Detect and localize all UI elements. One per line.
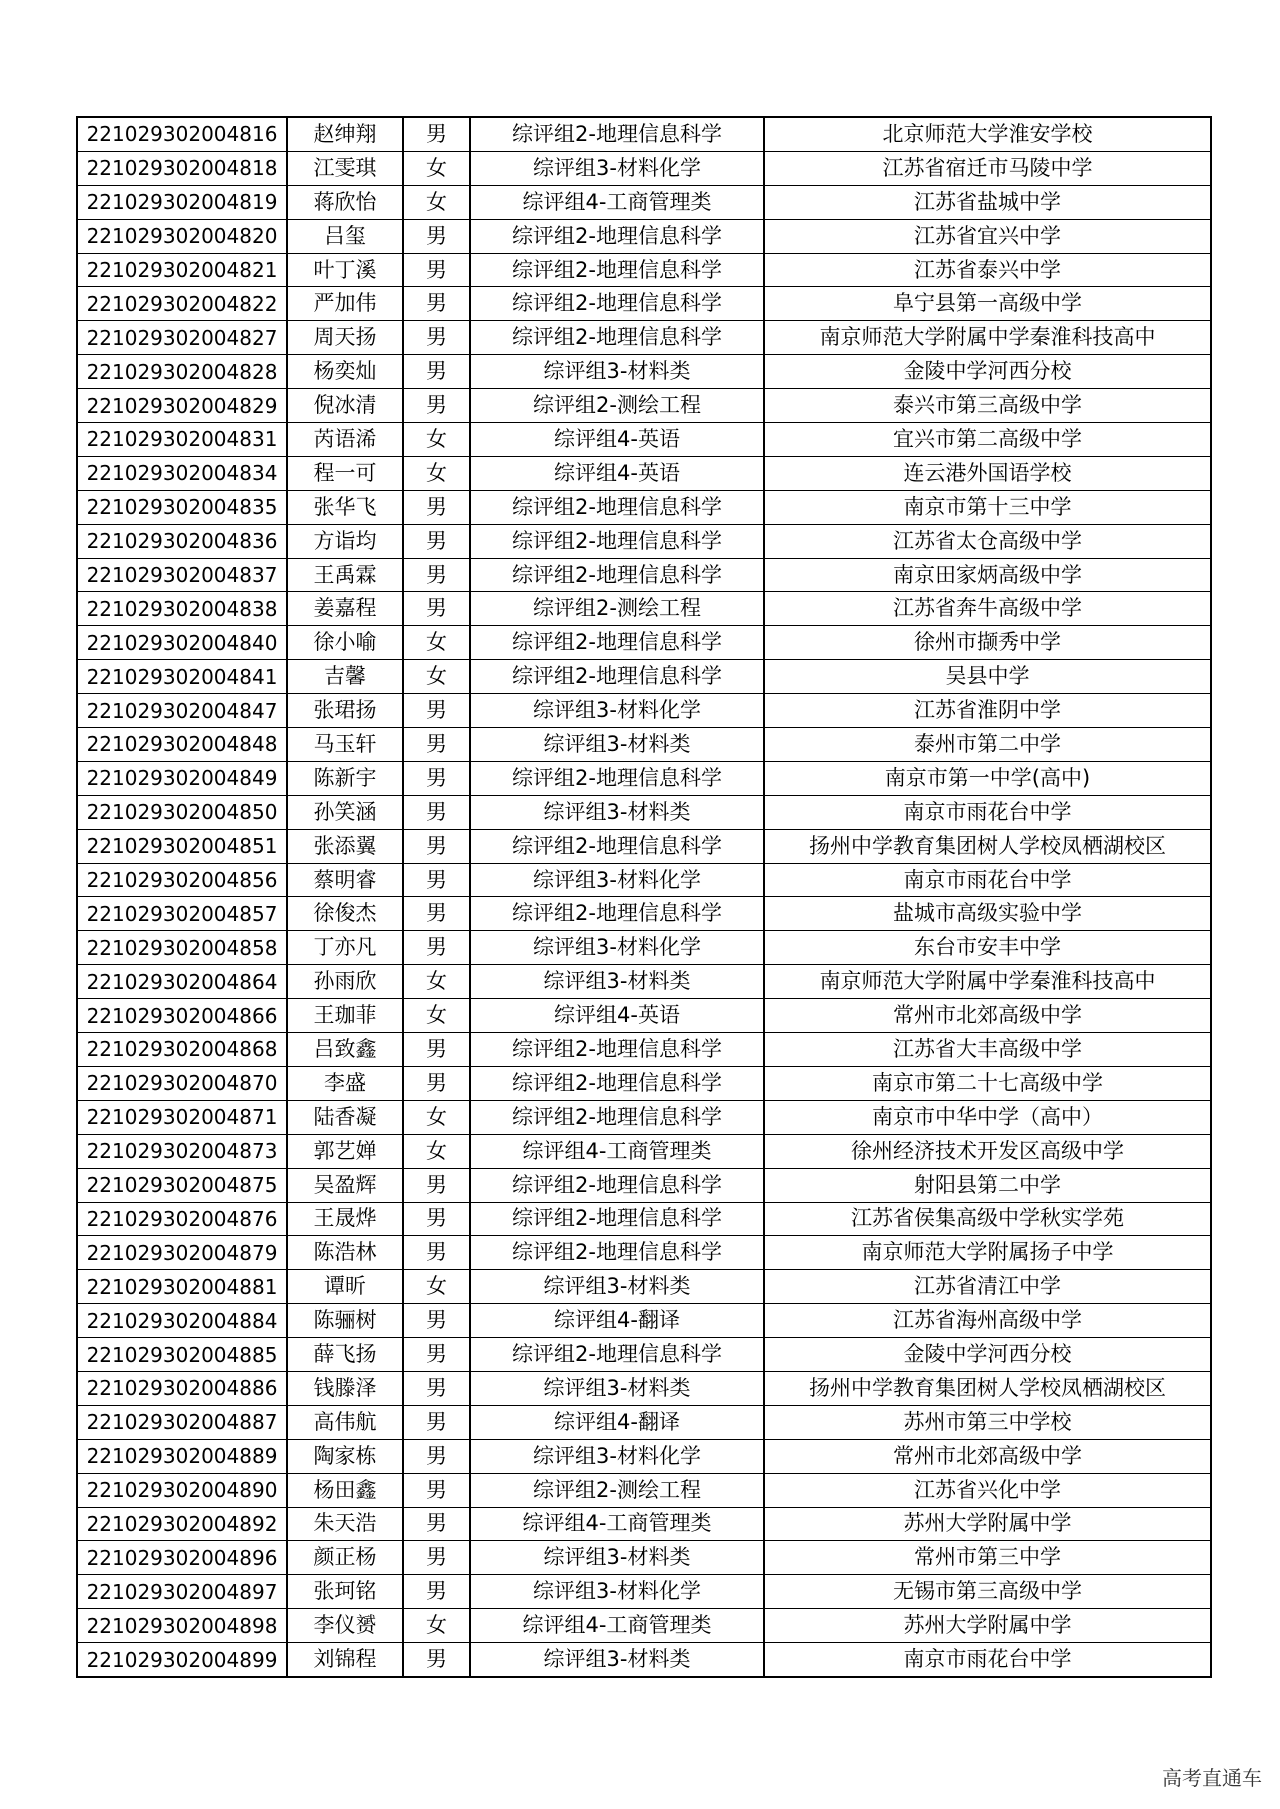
student-name-cell: 颜正杨 — [287, 1541, 403, 1575]
student-id-cell: 221029302004881 — [77, 1270, 287, 1304]
student-id-cell: 221029302004871 — [77, 1100, 287, 1134]
group-cell: 综评组4-英语 — [470, 999, 764, 1033]
table-row — [77, 1066, 1211, 1100]
student-name-cell: 马玉轩 — [287, 728, 403, 762]
student-name-cell: 陈浩林 — [287, 1236, 403, 1270]
school-cell: 江苏省盐城中学 — [764, 185, 1211, 219]
school-cell: 南京市第一中学(高中) — [764, 761, 1211, 795]
table-row — [77, 287, 1211, 321]
student-id-cell: 221029302004889 — [77, 1439, 287, 1473]
student-name-cell: 吕玺 — [287, 219, 403, 253]
gender-cell: 男 — [403, 1304, 470, 1338]
student-id-cell: 221029302004828 — [77, 355, 287, 389]
table-row — [77, 117, 1211, 151]
group-cell: 综评组2-地理信息科学 — [470, 1066, 764, 1100]
group-cell: 综评组2-地理信息科学 — [470, 660, 764, 694]
school-cell: 江苏省侯集高级中学秋实学苑 — [764, 1202, 1211, 1236]
school-cell: 徐州经济技术开发区高级中学 — [764, 1134, 1211, 1168]
student-name-cell: 江雯琪 — [287, 151, 403, 185]
table-row — [77, 490, 1211, 524]
group-cell: 综评组3-材料类 — [470, 1643, 764, 1677]
student-id-cell: 221029302004822 — [77, 287, 287, 321]
group-cell: 综评组2-地理信息科学 — [470, 897, 764, 931]
student-id-cell: 221029302004838 — [77, 592, 287, 626]
student-id-cell: 221029302004827 — [77, 321, 287, 355]
student-id-cell: 221029302004848 — [77, 728, 287, 762]
school-cell: 南京市第十三中学 — [764, 490, 1211, 524]
student-id-cell: 221029302004864 — [77, 965, 287, 999]
group-cell: 综评组2-地理信息科学 — [470, 1236, 764, 1270]
group-cell: 综评组2-地理信息科学 — [470, 219, 764, 253]
student-name-cell: 王晟烨 — [287, 1202, 403, 1236]
school-cell: 吴县中学 — [764, 660, 1211, 694]
group-cell: 综评组3-材料类 — [470, 355, 764, 389]
school-cell: 南京市中华中学（高中） — [764, 1100, 1211, 1134]
gender-cell: 男 — [403, 863, 470, 897]
gender-cell: 男 — [403, 1575, 470, 1609]
group-cell: 综评组2-地理信息科学 — [470, 1202, 764, 1236]
group-cell: 综评组2-地理信息科学 — [470, 761, 764, 795]
student-name-cell: 徐俊杰 — [287, 897, 403, 931]
table-row — [77, 1134, 1211, 1168]
school-cell: 南京田家炳高级中学 — [764, 558, 1211, 592]
school-cell: 苏州大学附属中学 — [764, 1609, 1211, 1643]
table-row — [77, 524, 1211, 558]
student-name-cell: 吴盈辉 — [287, 1168, 403, 1202]
school-cell: 扬州中学教育集团树人学校凤栖湖校区 — [764, 1371, 1211, 1405]
student-id-cell: 221029302004866 — [77, 999, 287, 1033]
school-cell: 盐城市高级实验中学 — [764, 897, 1211, 931]
school-cell: 常州市北郊高级中学 — [764, 1439, 1211, 1473]
student-name-cell: 陈骊树 — [287, 1304, 403, 1338]
student-id-cell: 221029302004820 — [77, 219, 287, 253]
gender-cell: 女 — [403, 456, 470, 490]
gender-cell: 男 — [403, 1236, 470, 1270]
table-row — [77, 1168, 1211, 1202]
gender-cell: 男 — [403, 761, 470, 795]
group-cell: 综评组3-材料化学 — [470, 151, 764, 185]
group-cell: 综评组4-工商管理类 — [470, 185, 764, 219]
group-cell: 综评组2-地理信息科学 — [470, 829, 764, 863]
student-name-cell: 李盛 — [287, 1066, 403, 1100]
table-row — [77, 1236, 1211, 1270]
gender-cell: 女 — [403, 151, 470, 185]
student-id-cell: 221029302004897 — [77, 1575, 287, 1609]
gender-cell: 男 — [403, 931, 470, 965]
school-cell: 金陵中学河西分校 — [764, 355, 1211, 389]
group-cell: 综评组2-测绘工程 — [470, 389, 764, 423]
gender-cell: 女 — [403, 185, 470, 219]
student-id-cell: 221029302004849 — [77, 761, 287, 795]
school-cell: 射阳县第二中学 — [764, 1168, 1211, 1202]
group-cell: 综评组2-测绘工程 — [470, 592, 764, 626]
gender-cell: 男 — [403, 389, 470, 423]
table-row — [77, 1643, 1211, 1677]
school-cell: 江苏省淮阴中学 — [764, 694, 1211, 728]
school-cell: 南京市雨花台中学 — [764, 863, 1211, 897]
student-name-cell: 孙笑涵 — [287, 795, 403, 829]
student-id-cell: 221029302004892 — [77, 1507, 287, 1541]
student-name-cell: 周天扬 — [287, 321, 403, 355]
school-cell: 苏州大学附属中学 — [764, 1507, 1211, 1541]
student-name-cell: 王珈菲 — [287, 999, 403, 1033]
student-id-cell: 221029302004884 — [77, 1304, 287, 1338]
gender-cell: 男 — [403, 1168, 470, 1202]
table-row — [77, 1507, 1211, 1541]
student-id-cell: 221029302004887 — [77, 1405, 287, 1439]
gender-cell: 男 — [403, 253, 470, 287]
table-row — [77, 1100, 1211, 1134]
student-name-cell: 张添翼 — [287, 829, 403, 863]
school-cell: 江苏省兴化中学 — [764, 1473, 1211, 1507]
student-id-cell: 221029302004899 — [77, 1643, 287, 1677]
gender-cell: 男 — [403, 1033, 470, 1067]
table-row — [77, 355, 1211, 389]
gender-cell: 男 — [403, 558, 470, 592]
group-cell: 综评组3-材料类 — [470, 1371, 764, 1405]
group-cell: 综评组2-地理信息科学 — [470, 253, 764, 287]
table-row — [77, 999, 1211, 1033]
group-cell: 综评组4-工商管理类 — [470, 1507, 764, 1541]
school-cell: 江苏省太仓高级中学 — [764, 524, 1211, 558]
student-name-cell: 杨田鑫 — [287, 1473, 403, 1507]
student-id-cell: 221029302004816 — [77, 117, 287, 151]
student-id-cell: 221029302004831 — [77, 423, 287, 457]
gender-cell: 男 — [403, 694, 470, 728]
school-cell: 北京师范大学淮安学校 — [764, 117, 1211, 151]
gender-cell: 男 — [403, 219, 470, 253]
student-id-cell: 221029302004819 — [77, 185, 287, 219]
student-name-cell: 张珺扬 — [287, 694, 403, 728]
gender-cell: 男 — [403, 1338, 470, 1372]
table-row — [77, 185, 1211, 219]
student-id-cell: 221029302004858 — [77, 931, 287, 965]
table-row — [77, 1202, 1211, 1236]
table-row — [77, 761, 1211, 795]
school-cell: 常州市第三中学 — [764, 1541, 1211, 1575]
school-cell: 江苏省清江中学 — [764, 1270, 1211, 1304]
group-cell: 综评组2-地理信息科学 — [470, 321, 764, 355]
school-cell: 南京师范大学附属中学秦淮科技高中 — [764, 965, 1211, 999]
school-cell: 江苏省宜兴中学 — [764, 219, 1211, 253]
student-name-cell: 孙雨欣 — [287, 965, 403, 999]
student-name-cell: 刘锦程 — [287, 1643, 403, 1677]
group-cell: 综评组3-材料化学 — [470, 1575, 764, 1609]
table-row — [77, 1338, 1211, 1372]
student-id-cell: 221029302004885 — [77, 1338, 287, 1372]
gender-cell: 男 — [403, 1643, 470, 1677]
school-cell: 阜宁县第一高级中学 — [764, 287, 1211, 321]
group-cell: 综评组3-材料类 — [470, 965, 764, 999]
group-cell: 综评组2-地理信息科学 — [470, 1033, 764, 1067]
group-cell: 综评组2-地理信息科学 — [470, 490, 764, 524]
table-row — [77, 1575, 1211, 1609]
table-row — [77, 558, 1211, 592]
school-cell: 江苏省海州高级中学 — [764, 1304, 1211, 1338]
table-row — [77, 253, 1211, 287]
student-id-cell: 221029302004847 — [77, 694, 287, 728]
table-row — [77, 456, 1211, 490]
table-row — [77, 151, 1211, 185]
table-row — [77, 1270, 1211, 1304]
student-id-cell: 221029302004840 — [77, 626, 287, 660]
gender-cell: 男 — [403, 321, 470, 355]
table-row — [77, 660, 1211, 694]
school-cell: 江苏省宿迁市马陵中学 — [764, 151, 1211, 185]
school-cell: 徐州市撷秀中学 — [764, 626, 1211, 660]
student-name-cell: 蒋欣怡 — [287, 185, 403, 219]
student-name-cell: 高伟航 — [287, 1405, 403, 1439]
table-row — [77, 389, 1211, 423]
table-row — [77, 423, 1211, 457]
gender-cell: 男 — [403, 1371, 470, 1405]
student-name-cell: 张华飞 — [287, 490, 403, 524]
student-id-cell: 221029302004856 — [77, 863, 287, 897]
table-row — [77, 626, 1211, 660]
gender-cell: 男 — [403, 117, 470, 151]
gender-cell: 女 — [403, 999, 470, 1033]
student-id-cell: 221029302004835 — [77, 490, 287, 524]
table-row — [77, 965, 1211, 999]
student-id-cell: 221029302004821 — [77, 253, 287, 287]
group-cell: 综评组4-翻译 — [470, 1304, 764, 1338]
gender-cell: 男 — [403, 1202, 470, 1236]
table-row — [77, 1609, 1211, 1643]
gender-cell: 男 — [403, 1405, 470, 1439]
table-row — [77, 1371, 1211, 1405]
student-id-cell: 221029302004868 — [77, 1033, 287, 1067]
student-id-cell: 221029302004857 — [77, 897, 287, 931]
school-cell: 连云港外国语学校 — [764, 456, 1211, 490]
student-id-cell: 221029302004834 — [77, 456, 287, 490]
gender-cell: 男 — [403, 1507, 470, 1541]
student-name-cell: 芮语浠 — [287, 423, 403, 457]
student-name-cell: 吕致鑫 — [287, 1033, 403, 1067]
school-cell: 南京市雨花台中学 — [764, 795, 1211, 829]
student-name-cell: 倪冰清 — [287, 389, 403, 423]
table-row — [77, 1033, 1211, 1067]
table-row — [77, 863, 1211, 897]
group-cell: 综评组3-材料化学 — [470, 863, 764, 897]
student-name-cell: 严加伟 — [287, 287, 403, 321]
school-cell: 宜兴市第二高级中学 — [764, 423, 1211, 457]
gender-cell: 男 — [403, 592, 470, 626]
school-cell: 无锡市第三高级中学 — [764, 1575, 1211, 1609]
school-cell: 东台市安丰中学 — [764, 931, 1211, 965]
gender-cell: 男 — [403, 897, 470, 931]
gender-cell: 女 — [403, 1609, 470, 1643]
gender-cell: 男 — [403, 1541, 470, 1575]
student-name-cell: 陈新宇 — [287, 761, 403, 795]
student-id-cell: 221029302004841 — [77, 660, 287, 694]
table-row — [77, 728, 1211, 762]
school-cell: 江苏省泰兴中学 — [764, 253, 1211, 287]
gender-cell: 女 — [403, 660, 470, 694]
group-cell: 综评组4-翻译 — [470, 1405, 764, 1439]
table-row — [77, 795, 1211, 829]
gender-cell: 男 — [403, 490, 470, 524]
group-cell: 综评组2-地理信息科学 — [470, 1338, 764, 1372]
gender-cell: 男 — [403, 1473, 470, 1507]
roster-body — [77, 117, 1211, 1677]
table-row — [77, 897, 1211, 931]
group-cell: 综评组3-材料类 — [470, 1541, 764, 1575]
student-name-cell: 徐小喻 — [287, 626, 403, 660]
group-cell: 综评组4-工商管理类 — [470, 1609, 764, 1643]
student-name-cell: 杨奕灿 — [287, 355, 403, 389]
student-name-cell: 蔡明睿 — [287, 863, 403, 897]
school-cell: 江苏省大丰高级中学 — [764, 1033, 1211, 1067]
school-cell: 南京师范大学附属扬子中学 — [764, 1236, 1211, 1270]
group-cell: 综评组3-材料化学 — [470, 931, 764, 965]
student-id-cell: 221029302004818 — [77, 151, 287, 185]
student-id-cell: 221029302004886 — [77, 1371, 287, 1405]
gender-cell: 男 — [403, 829, 470, 863]
gender-cell: 女 — [403, 1134, 470, 1168]
group-cell: 综评组2-地理信息科学 — [470, 1168, 764, 1202]
group-cell: 综评组3-材料类 — [470, 728, 764, 762]
table-row — [77, 592, 1211, 626]
gender-cell: 男 — [403, 795, 470, 829]
student-name-cell: 姜嘉程 — [287, 592, 403, 626]
student-id-cell: 221029302004898 — [77, 1609, 287, 1643]
group-cell: 综评组4-英语 — [470, 423, 764, 457]
group-cell: 综评组3-材料化学 — [470, 694, 764, 728]
student-id-cell: 221029302004875 — [77, 1168, 287, 1202]
school-cell: 常州市北郊高级中学 — [764, 999, 1211, 1033]
group-cell: 综评组2-地理信息科学 — [470, 117, 764, 151]
school-cell: 南京市第二十七高级中学 — [764, 1066, 1211, 1100]
school-cell: 扬州中学教育集团树人学校凤栖湖校区 — [764, 829, 1211, 863]
watermark-text: 高考直通车 — [1162, 1766, 1262, 1790]
student-name-cell: 王禹霖 — [287, 558, 403, 592]
table-row — [77, 931, 1211, 965]
student-name-cell: 陶家栋 — [287, 1439, 403, 1473]
table-row — [77, 829, 1211, 863]
student-name-cell: 程一可 — [287, 456, 403, 490]
student-id-cell: 221029302004890 — [77, 1473, 287, 1507]
student-name-cell: 吉馨 — [287, 660, 403, 694]
roster-table — [76, 116, 1212, 1678]
student-name-cell: 张珂铭 — [287, 1575, 403, 1609]
gender-cell: 男 — [403, 1066, 470, 1100]
group-cell: 综评组3-材料类 — [470, 1270, 764, 1304]
student-id-cell: 221029302004836 — [77, 524, 287, 558]
gender-cell: 女 — [403, 1270, 470, 1304]
table-row — [77, 1541, 1211, 1575]
student-id-cell: 221029302004876 — [77, 1202, 287, 1236]
student-id-cell: 221029302004851 — [77, 829, 287, 863]
school-cell: 泰州市第二中学 — [764, 728, 1211, 762]
table-row — [77, 321, 1211, 355]
group-cell: 综评组2-地理信息科学 — [470, 626, 764, 660]
student-name-cell: 方诣均 — [287, 524, 403, 558]
school-cell: 苏州市第三中学校 — [764, 1405, 1211, 1439]
gender-cell: 男 — [403, 728, 470, 762]
gender-cell: 女 — [403, 423, 470, 457]
student-id-cell: 221029302004870 — [77, 1066, 287, 1100]
student-id-cell: 221029302004879 — [77, 1236, 287, 1270]
group-cell: 综评组2-地理信息科学 — [470, 287, 764, 321]
group-cell: 综评组4-英语 — [470, 456, 764, 490]
student-id-cell: 221029302004873 — [77, 1134, 287, 1168]
student-name-cell: 薛飞扬 — [287, 1338, 403, 1372]
student-id-cell: 221029302004829 — [77, 389, 287, 423]
school-cell: 南京市雨花台中学 — [764, 1643, 1211, 1677]
student-name-cell: 郭艺婵 — [287, 1134, 403, 1168]
group-cell: 综评组2-测绘工程 — [470, 1473, 764, 1507]
table-row — [77, 1304, 1211, 1338]
table-row — [77, 1405, 1211, 1439]
group-cell: 综评组3-材料化学 — [470, 1439, 764, 1473]
student-name-cell: 叶丁溪 — [287, 253, 403, 287]
gender-cell: 女 — [403, 1100, 470, 1134]
gender-cell: 男 — [403, 287, 470, 321]
gender-cell: 男 — [403, 1439, 470, 1473]
group-cell: 综评组3-材料类 — [470, 795, 764, 829]
group-cell: 综评组2-地理信息科学 — [470, 524, 764, 558]
school-cell: 泰兴市第三高级中学 — [764, 389, 1211, 423]
gender-cell: 男 — [403, 524, 470, 558]
student-name-cell: 陆香凝 — [287, 1100, 403, 1134]
student-id-cell: 221029302004850 — [77, 795, 287, 829]
school-cell: 江苏省奔牛高级中学 — [764, 592, 1211, 626]
school-cell: 金陵中学河西分校 — [764, 1338, 1211, 1372]
student-name-cell: 朱天浩 — [287, 1507, 403, 1541]
student-name-cell: 钱滕泽 — [287, 1371, 403, 1405]
gender-cell: 女 — [403, 965, 470, 999]
student-name-cell: 谭昕 — [287, 1270, 403, 1304]
group-cell: 综评组2-地理信息科学 — [470, 1100, 764, 1134]
school-cell: 南京师范大学附属中学秦淮科技高中 — [764, 321, 1211, 355]
student-name-cell: 李仪赟 — [287, 1609, 403, 1643]
table-row — [77, 1439, 1211, 1473]
gender-cell: 男 — [403, 355, 470, 389]
student-name-cell: 丁亦凡 — [287, 931, 403, 965]
student-id-cell: 221029302004837 — [77, 558, 287, 592]
table-row — [77, 694, 1211, 728]
table-row — [77, 219, 1211, 253]
gender-cell: 女 — [403, 626, 470, 660]
student-id-cell: 221029302004896 — [77, 1541, 287, 1575]
group-cell: 综评组4-工商管理类 — [470, 1134, 764, 1168]
table-row — [77, 1473, 1211, 1507]
group-cell: 综评组2-地理信息科学 — [470, 558, 764, 592]
student-name-cell: 赵绅翔 — [287, 117, 403, 151]
